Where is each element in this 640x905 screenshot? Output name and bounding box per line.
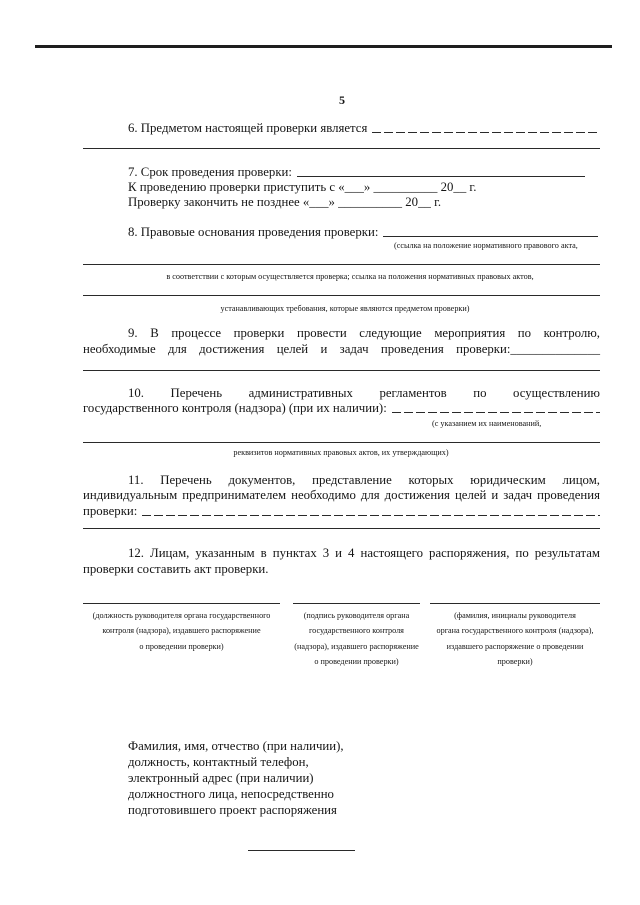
signature-caption: (фамилия, инициалы руководителя [454, 611, 576, 620]
preparer-line: подготовившего проект распоряжения [128, 803, 337, 817]
item-10-hint: реквизитов нормативных правовых актов, их утверждающих) [233, 448, 449, 457]
item-9-line: 9. В процессе проверки провести следующие мероприятия по контролю, [128, 326, 600, 340]
blank-field [392, 412, 600, 413]
signature-caption: о проведении проверки) [314, 657, 399, 667]
item-7-row [128, 164, 585, 180]
blank-field [372, 132, 600, 133]
item-11-line: проверки: [83, 504, 138, 518]
item-8-hint: (ссылка на положение нормативного правового акта, [394, 241, 578, 250]
item-8-text: 8. Правовые основания проведения проверки: [128, 225, 379, 239]
item-7-end-date: Проверку закончить не позднее «___» __________ 20__ г. [128, 195, 442, 209]
page-number: 5 [339, 93, 345, 107]
item-8-hint: устанавливающих требования, которые являются предметом проверки) [220, 304, 470, 313]
item-10-line: 10. Перечень административных регламентов по осуществлению [128, 386, 600, 400]
header-rule [35, 45, 612, 48]
blank-field [383, 236, 598, 237]
blank-line [83, 295, 600, 296]
signature-sign-field [293, 603, 420, 670]
blank-field [142, 515, 600, 516]
blank-field [297, 176, 585, 177]
item-10-row [83, 400, 600, 416]
blank-line [83, 528, 600, 529]
preparer-line: Фамилия, имя, отчество (при наличии), [128, 739, 344, 753]
signature-caption: о проведении проверки) [139, 641, 224, 651]
item-7-start-date: К проведению проверки приступить с «___» __________ 20__ г. [128, 180, 477, 194]
preparer-line: электронный адрес (при наличии) [128, 771, 314, 785]
signature-caption: органа государственного контроля (надзора), [436, 626, 594, 636]
blank-line [83, 442, 600, 443]
item-11-line: 11. Перечень документов, представление которых юридическим лицом, [128, 473, 600, 487]
item-8-hint: в соответствии с которым осуществляется проверка; ссылка на положения нормативных правовых актов, [166, 272, 534, 281]
blank-line [83, 148, 600, 149]
blank-line [83, 264, 600, 265]
item-6-row [128, 120, 600, 136]
preparer-line: должностного лица, непосредственно [128, 787, 334, 801]
item-10-line: государственного контроля (надзора) (при их наличии): [83, 401, 387, 415]
signature-caption: контроля (надзора), издавшего распоряжение [102, 626, 261, 636]
signature-caption: издавшего распоряжение о проведении [446, 641, 584, 651]
item-12-line: 12. Лицам, указанным в пунктах 3 и 4 настоящего распоряжения, по результатам [128, 546, 600, 560]
signature-caption: государственного контроля [309, 626, 404, 636]
item-7-text: 7. Срок проведения проверки: [128, 165, 292, 179]
item-11-line: индивидуальным предпринимателем необходимо для достижения целей и задач проведения [83, 488, 600, 502]
preparer-block [128, 738, 344, 818]
footer-rule [248, 850, 355, 851]
item-12-line: проверки составить акт проверки. [83, 562, 269, 576]
signature-caption: (подпись руководителя органа [303, 611, 410, 620]
item-10-hint: (с указанием их наименований, [432, 419, 542, 428]
item-6-text: 6. Предметом настоящей проверки является [128, 121, 368, 135]
signature-position-field [83, 603, 280, 654]
item-9-line: необходимые для достижения целей и задач проведения проверки:______________ [83, 342, 600, 356]
signature-caption: (должность руководителя органа государственного [92, 611, 271, 620]
item-11-row [83, 503, 600, 519]
item-8-row [128, 224, 598, 240]
signature-caption: (надзора), издавшего распоряжение [294, 641, 419, 651]
blank-line [83, 370, 600, 371]
preparer-line: должность, контактный телефон, [128, 755, 309, 769]
signature-caption: проверки) [497, 657, 533, 667]
signature-name-field [430, 603, 600, 670]
